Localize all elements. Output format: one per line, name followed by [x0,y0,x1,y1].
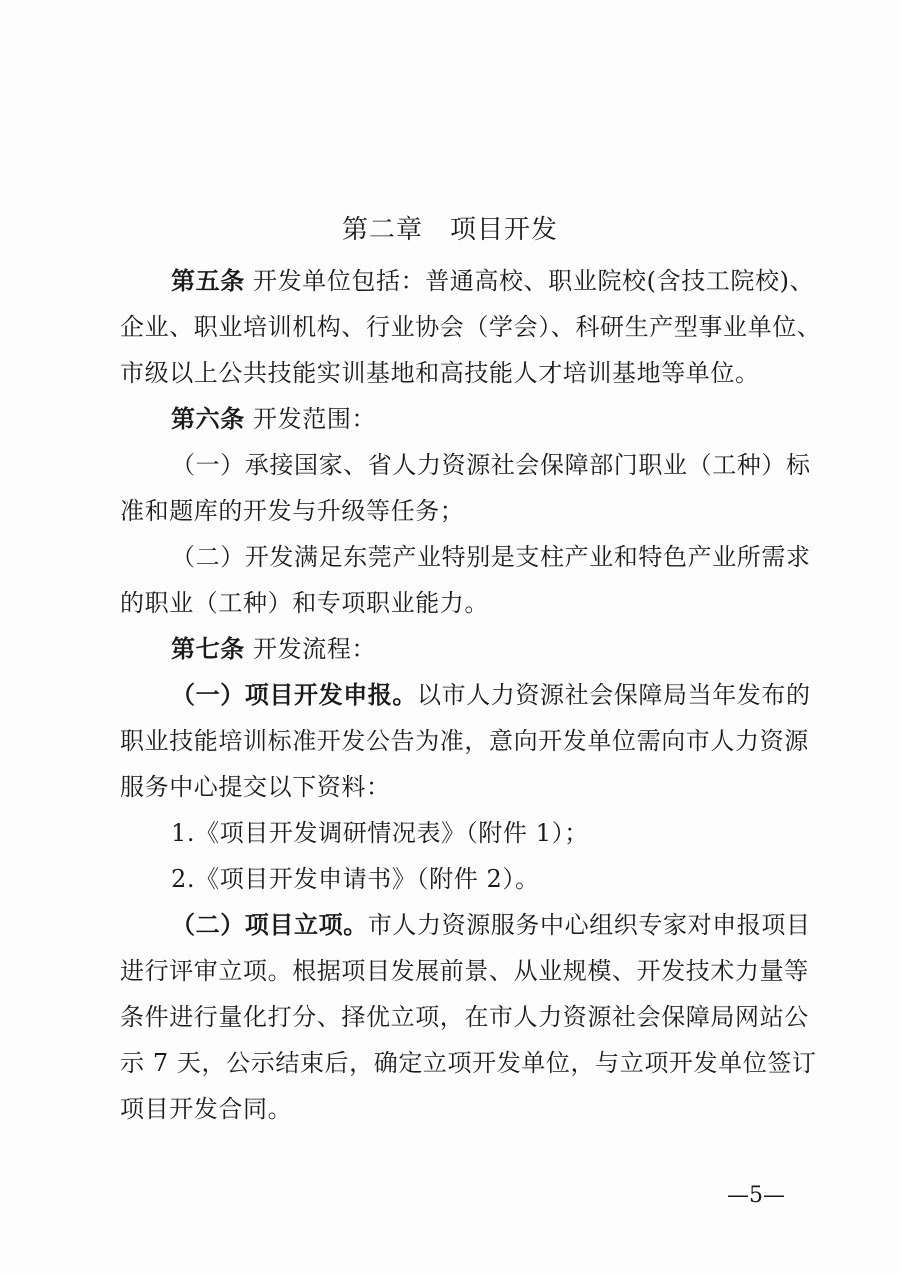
article-5-line-1 [171,264,815,298]
attachment-2: 2.《项目开发申请书》（附件 2）。 [171,865,540,893]
article-6-heading: 第六条 [171,404,245,433]
article-6-item-1-line-1: （一）承接国家、省人力资源社会保障部门职业（工种）标 [171,451,811,479]
article-6-item-2-line-2: 的职业（工种）和专项职业能力。 [120,589,489,617]
article-7-step-1-line-3: 服务中心提交以下资料： [120,773,391,801]
article-7-step-2-line-1 [171,908,811,942]
page-number: —5— [727,1183,785,1208]
chapter-title: 第二章 项目开发 [341,215,558,245]
article-6-item-2-line-1: （二）开发满足东莞产业特别是支柱产业和特色产业所需求 [171,543,811,571]
article-7-title: 开发流程： [253,635,377,663]
article-5-line-3: 市级以上公共技能实训基地和高技能人才培训基地等单位。 [120,359,760,387]
article-7-heading: 第七条 [171,634,245,663]
article-7-step-2-line-3: 条件进行量化打分、择优立项，在市人力资源社会保障局网站公 [120,1003,809,1031]
article-6-line-1 [171,402,785,436]
article-7-step-1-heading: （一）项目开发申报。 [171,680,417,709]
article-6-title: 开发范围： [253,405,377,433]
attachment-1: 1.《项目开发调研情况表》（附件 1）； [171,819,589,847]
article-5-heading: 第五条 [171,266,245,295]
article-6-item-1-line-2: 准和题库的开发与升级等任务； [120,497,465,525]
article-5-line-2: 企业、职业培训机构、行业协会（学会）、科研生产型事业单位、 [120,313,822,341]
article-7-step-1-line-2: 职业技能培训标准开发公告为准，意向开发单位需向市人力资源 [120,727,809,755]
article-7-line-1 [171,632,785,666]
article-7-step-2-line-2: 进行评审立项。根据项目发展前景、从业规模、开发技术力量等 [120,957,809,985]
article-7-step-2-line-5: 项目开发合同。 [120,1095,293,1123]
article-7-step-1-text-1: 以市人力资源社会保障局当年发布的 [417,681,811,709]
article-7-step-2-text-1: 市人力资源服务中心组织专家对申报项目 [367,911,811,939]
article-7-step-2-heading: （二）项目立项。 [171,910,368,939]
article-7-step-1-line-1 [171,678,811,712]
article-7-step-2-line-4: 示 7 天，公示结束后，确定立项开发单位，与立项开发单位签订 [120,1049,817,1077]
article-5-text-1: 开发单位包括：普通高校、职业院校(含技工院校)、 [253,267,815,295]
